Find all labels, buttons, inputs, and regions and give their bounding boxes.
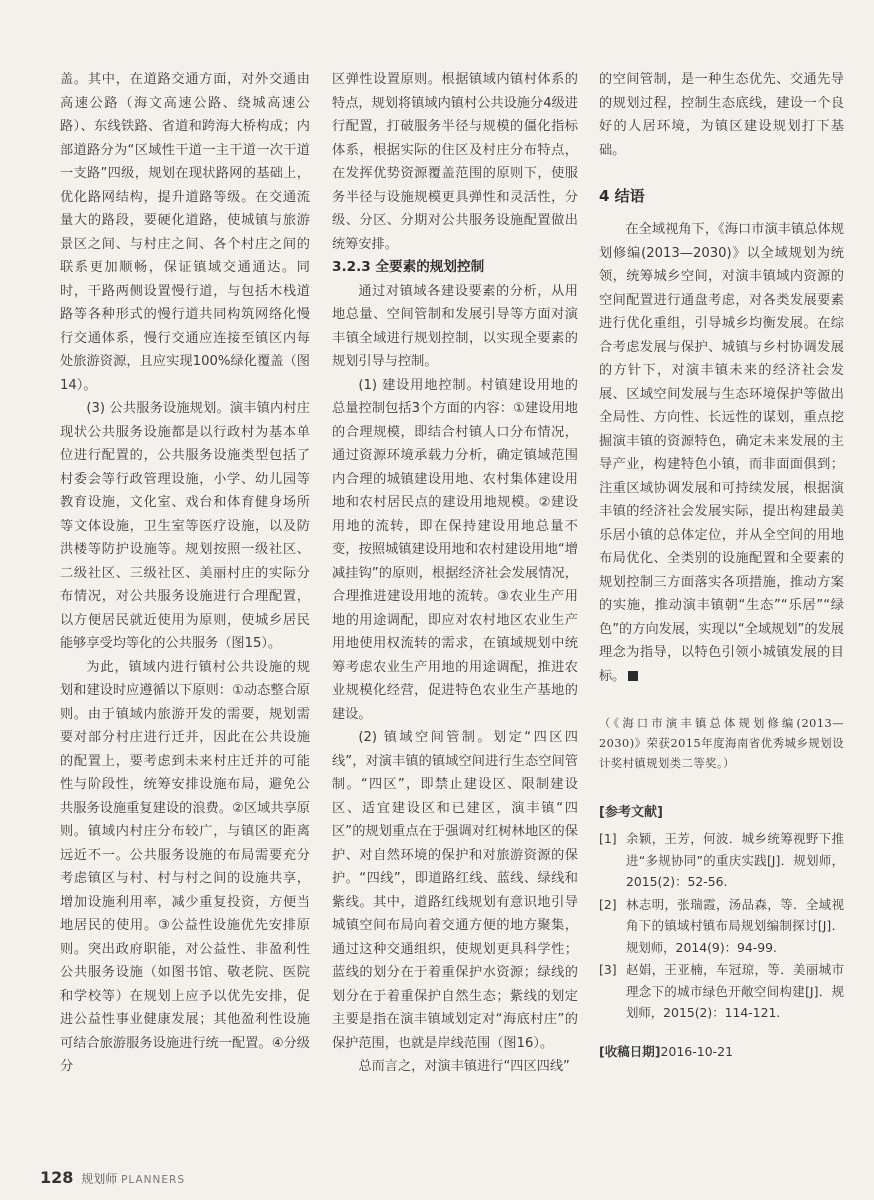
page-number: 128 <box>40 1168 74 1187</box>
body-paragraph: 通过对镇域各建设要素的分析，从用地总量、空间管制和发展引导等方面对演丰镇全域进行规划控制，以实现全要素的规划引导与控制。 <box>332 283 578 369</box>
reference-item <box>599 894 844 959</box>
section-heading: 4 结语 <box>599 187 645 205</box>
body-paragraph: (3) 公共服务设施规划。演丰镇内村庄现状公共服务设施都是以行政村为基本单位进行配置的，公共服务设施类型包括了村委会等行政管理设施，小学、幼儿园等教育设施，文化室、戏台和体育健身场所等文体设施，卫生室等医疗设施，以及防洪楼等防护设施等。规划按照一级社区、二级社区、三级社区、美丽村庄的实际分布情况，对公共服务设施进行合理配置，以方便居民就近使用为原则，使城乡居民能够享受均等化的公共服务（图15）。 <box>60 401 310 651</box>
body-paragraph <box>599 218 844 688</box>
reference-item <box>599 828 844 893</box>
body-paragraph: 的空间管制，是一种生态优先、交通先导的规划过程，控制生态底线，建设一个良好的人居环境，为镇区建设规划打下基础。 <box>599 72 844 158</box>
reference-number: [3] <box>599 962 617 977</box>
body-paragraph: 为此，镇域内进行镇村公共设施的规划和建设时应遵循以下原则：①动态整合原则。由于镇域内旅游开发的需要，规划需要对部分村庄进行迁并，因此在公共设施的配置上，要考虑到未来村庄迁并的可能性与阶段性，统筹安排设施布局，避免公共服务设施重复建设的浪费。②区域共享原则。镇域内村庄分布较广，与镇区的距离远近不一。公共服务设施的布局需要充分考虑镇区与村、村与村之间的设施共享，增加设施利用率，减少重复投资，方便当地居民的使用。③公益性设施优先安排原则。突出政府职能，对公益性、非盈利性公共服务设施（如图书馆、敬老院、医院和学校等）在规划上应予以优先安排，促进公益性事业健康发展；其他盈利性设施可结合旅游服务设施进行统一配置。④分级分 <box>60 659 310 1074</box>
section-heading: 3.2.3 全要素的规划控制 <box>332 259 485 275</box>
reference-text: 赵娟，王亚楠，车冠琼，等．美丽城市理念下的城市绿色开敞空间构建[J]．规划师，2015(2)：114-121. <box>626 962 844 1020</box>
award-note: （《海口市演丰镇总体规划修编(2013—2030)》荣获2015年度海南省优秀城乡规划设计奖村镇规划类二等奖。） <box>599 717 844 770</box>
received-label: [收稿日期] <box>599 1043 661 1059</box>
references-list <box>599 828 844 1024</box>
column-middle <box>332 68 578 1079</box>
body-paragraph: 区弹性设置原则。根据镇域内镇村体系的特点，规划将镇域内镇村公共设施分4级进行配置，打破服务半径与规模的僵化指标体系，根据实际的住区及村庄分布特点，在发挥优势资源覆盖范围的原则下，使服务半径与设施规模更具弹性和灵活性，分级、分区、分期对公共服务设施配置做出统筹安排。 <box>332 72 578 252</box>
page-footer <box>40 1168 185 1187</box>
reference-number: [2] <box>599 896 617 912</box>
journal-brand: PLANNERS <box>121 1174 185 1186</box>
received-date <box>599 1042 844 1062</box>
reference-number: [1] <box>599 831 617 846</box>
end-mark-icon: P <box>628 671 638 681</box>
body-paragraph: (1) 建设用地控制。村镇建设用地的总量控制包括3个方面的内容：①建设用地的合理规模，即结合村镇人口分布情况，通过资源环境承载力分析，确定镇域范围内合理的城镇建设用地、农村集体建设用地和农村居民点的建设用地规模。②建设用地的流转，即在保持建设用地总量不变，按照城镇建设用地和农村建设用地“增减挂钩”的原则，根据经济社会发展情况，合理推进建设用地的流转。③农业生产用地的用途调配，即应对农村地区农业生产用地使用权流转的需求，在镇域规划中统筹考虑农业生产用地的用途调配，推进农业规模化经营，促进特色农业生产基地的建设。 <box>332 377 578 722</box>
journal-name: 规划师 <box>81 1172 118 1186</box>
references-heading: [参考文献] <box>599 805 663 820</box>
reference-text: 余颖，王芳，何波．城乡统筹视野下推进“多规协同”的重庆实践[J]．规划师，2015(2)：52-56. <box>626 831 844 889</box>
body-paragraph: 盖。其中，在道路交通方面，对外交通由高速公路（海文高速公路、绕城高速公路）、东线铁路、省道和跨海大桥构成；内部道路分为“区域性干道一主干道一次干道一支路”四级，规划在现状路网的基础上，优化路网结构，提升道路等级。在交通流量大的路段，要硬化道路，使城镇与旅游景区之间、与村庄之间、各个村庄之间的联系更加顺畅，保证镇域交通通达。同时，干路两侧设置慢行道，与包括木栈道路等各种形式的慢行道共同构筑网络化慢行交通体系，慢行交通应连接至镇区内每处旅游资源，且应实现100%绿化覆盖（图14）。 <box>60 72 310 393</box>
column-right <box>599 68 844 1062</box>
reference-item <box>599 959 844 1024</box>
conclusion-text: 在全域视角下，《海口市演丰镇总体规划修编(2013—2030)》以全域规划为统领，统筹城乡空间，对演丰镇域内资源的空间配置进行通盘考虑，对各类发展要素进行优化重组，引导城乡均衡发展。在综合考虑发展与保护、城镇与乡村协调发展的方针下，对演丰镇未来的经济社会发展、区域空间发展与生态环境保护等做出全局性、方向性、长远性的谋划，重点挖掘演丰镇的资源特色，确定未来发展的主导产业，构建特色小镇，而非面面俱到；注重区域协调发展和可持续发展，根据演丰镇的经济社会发展实际，提出构建最美乐居小镇的总体定位，并从全空间的用地布局优化、全类别的设施配置和全要素的规划控制三方面落实各项措施，推动方案的实施，推动演丰镇朝“生态”“乐居”“绿色”的方向发展，实现以“全域规划”的发展理念为指导，以特色引领小城镇发展的目标。 <box>599 222 844 684</box>
body-paragraph: 总而言之，对演丰镇进行“四区四线” <box>358 1059 570 1074</box>
body-paragraph: (2) 镇域空间管制。划定“四区四线”，对演丰镇的镇域空间进行生态空间管制。“四区”，即禁止建设区、限制建设区、适宜建设区和已建区，演丰镇“四区”的规划重点在于强调对红树林地区的保护、对自然环境的保护和对旅游资源的保护。“四线”，即道路红线、蓝线、绿线和紫线。其中，道路红线规划有意识地引导城镇空间布局向着交通方便的地方聚集，通过这种交通组织，使规划更具科学性；蓝线的划分在于着重保护水资源；绿线的划分在于着重保护自然生态；紫线的划定主要是指在演丰镇域划定对“海底村庄”的保护范围，也就是岸线范围（图16）。 <box>332 730 578 1051</box>
column-left <box>60 68 310 1079</box>
reference-text: 林志明，张瑞霞，汤品森，等．全域视角下的镇域村镇布局规划编制探讨[J]．规划师，2014(9)：94-99. <box>626 896 844 955</box>
received-value: 2016-10-21 <box>660 1043 734 1059</box>
